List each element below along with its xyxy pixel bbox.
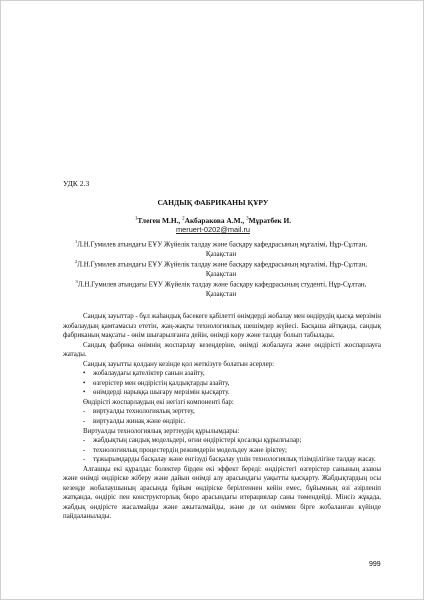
affiliation-1: $^1$Л.Н.Гумилев атындағы ЕҰУ Жүйелік талдау және басқару кафедрасының мұғалімі, Нұр-Сұлтан, Қазақстан — [74, 239, 368, 258]
author-email-link[interactable]: meruert-0202@mail.ru — [175, 225, 251, 234]
list-item: - виртуалды жинақ және өндіріс. — [83, 418, 186, 426]
page-number: 999 — [369, 561, 381, 568]
paper-title: САНДЫҚ ФАБРИКАНЫ ҚҰРУ — [157, 198, 269, 207]
list-item: • өнімдерді нарыққа шығару мерзімін қысқарту. — [83, 389, 230, 397]
body-text — [63, 312, 381, 522]
author-line — [1, 216, 424, 225]
paragraph: Сандық зауытты қолдану кезінде қол жеткізуге болатын әсерлер: — [83, 360, 275, 368]
udk-code: УДК 2.3 — [63, 179, 90, 188]
author-3: $^3$Мұратбек И. — [246, 216, 292, 225]
author-1: $^1$Тлеген М.Н., — [134, 216, 183, 225]
affiliation-2: $^2$Л.Н.Гумилев атындағы ЕҰУ Жүйелік талдау және басқару кафедрасының мұғалімі, Нұр-Сұлтан, Қазақстан — [74, 259, 368, 278]
paragraph: Сандық зауыттар - бұл жаһандық бәсекеге қабілетті өнімдерді жобалау мен өндірудің қысқа мерзімін жобалаудың қамтамасыз ететін, жаң-жақты технологиялық шешімдер жүйесі. Басқаша айтқанда, сандық фабриканың мақсаты - өнім шығарылғанға дейін, өнімді көру және талдау болып табылады. — [63, 313, 381, 340]
paragraph: Алғашқы екі құралдас болектер бірден екі эффект береді: өндірістегі өзгерістер санының азаюы және өнімді өндіріске жіберу және дайын өнімді алу арасындағы уақытты қысқарту. Жабдықтардың осы кезеңде жобалаушының арасында бұйым өндіріске берілгеннен кейін емес, бұйымның өзі әзірленіп жатқанда, өндіріс пен конструкторлық бюро арасындағы итерациялар саны төмендейді. Мінсіз жұқада, жабдық өндірісте жасалмайды және ажыталмайды, және де ол өніммен бірге жобаланған күйінде пайдаланылады. — [63, 465, 381, 521]
paragraph: Виртуалды технологиялық зерттеудің құрылымдары: — [83, 427, 240, 435]
list-item: - жабдықтың сандық модельдері, өгни өндірістері қосалқы құрылғылар; — [83, 437, 302, 445]
paragraph: Сандық фабрика өнімнің жоспарлау кезеңдеріне, өнімді жобалауға және өндірісті жоспарлауға жатады. — [63, 341, 381, 359]
list-item: • өзгерістер мен өндірістің қалдықтарды азайту, — [83, 379, 230, 387]
list-item: - тұжырымдарды басқалау және енгізуді басқалау үшін технологиялық тізімділігіне талдау жасау. — [83, 456, 376, 464]
list-item: • жобалаудағы қателіктер санын азайту, — [83, 370, 205, 378]
author-2: $^2$Акбаракова А.М., — [182, 216, 245, 225]
list-item: - виртуалды технологиялық зерттеу, — [83, 408, 195, 416]
list-item: - технологиялық процестердің режимдерін модельдеу және іріктеу; — [83, 446, 287, 454]
affiliation-3: $^3$Л.Н.Гумилев атындағы ЕҰУ Жүйелік талдау және басқару кафедрасының студенті, Нұр-Сұлтан, Қазақстан — [75, 279, 367, 298]
paragraph: Өндірісті жоспарлаудың екі негізгі компоненті бар: — [83, 398, 234, 406]
